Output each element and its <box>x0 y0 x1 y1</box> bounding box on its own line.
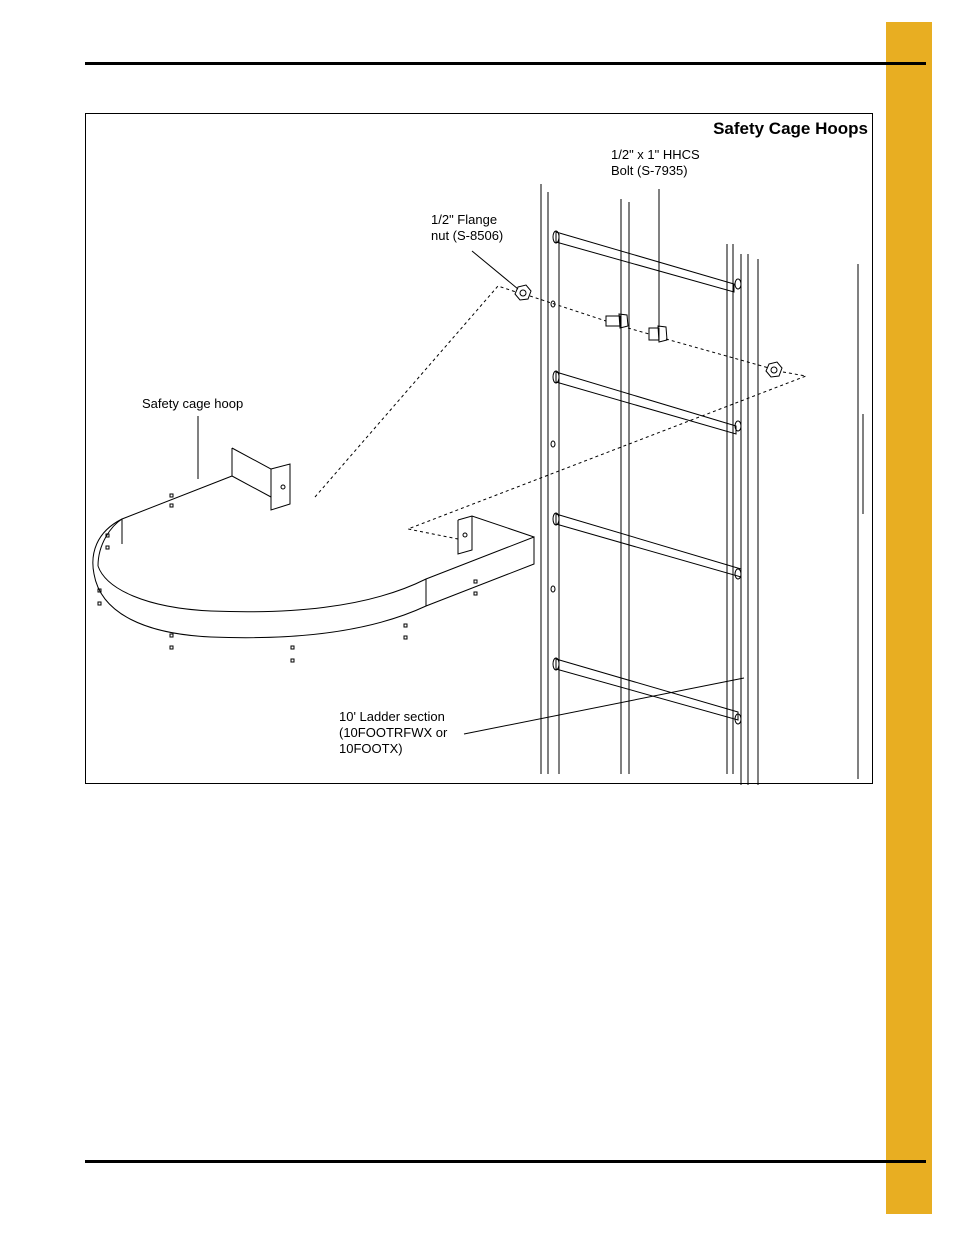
safety-cage-hoop-label-line1: Safety cage hoop <box>142 396 244 411</box>
bolt-label-line2: Bolt (S-7935) <box>611 163 688 178</box>
ladder-section-label-line2: (10FOOTRFWX or <box>339 725 448 740</box>
bolt-label <box>611 147 700 179</box>
ladder-section-drawing <box>541 184 863 785</box>
safety-cage-hoop-label <box>142 396 243 412</box>
safety-cage-hoop-drawing <box>93 416 534 662</box>
bolt-label-line1: 1/2" x 1" HHCS <box>611 147 700 162</box>
figure-title: Safety Cage Hoops <box>713 119 868 138</box>
ladder-section-label-line1: 10' Ladder section <box>339 709 445 724</box>
flange-nut-label-line2: nut (S-8506) <box>431 228 504 243</box>
header-rule <box>85 62 926 65</box>
ladder-section-label <box>339 709 447 757</box>
flange-nut-label-line1: 1/2" Flange <box>431 212 498 227</box>
ladder-section-label-line3: 10FOOTX) <box>339 741 403 756</box>
flange-nut-label <box>431 212 503 244</box>
chapter-tab <box>886 22 932 1214</box>
bolt-drawing <box>606 314 667 342</box>
footer-rule <box>85 1160 926 1163</box>
figure-safety-cage-hoops <box>85 113 873 784</box>
